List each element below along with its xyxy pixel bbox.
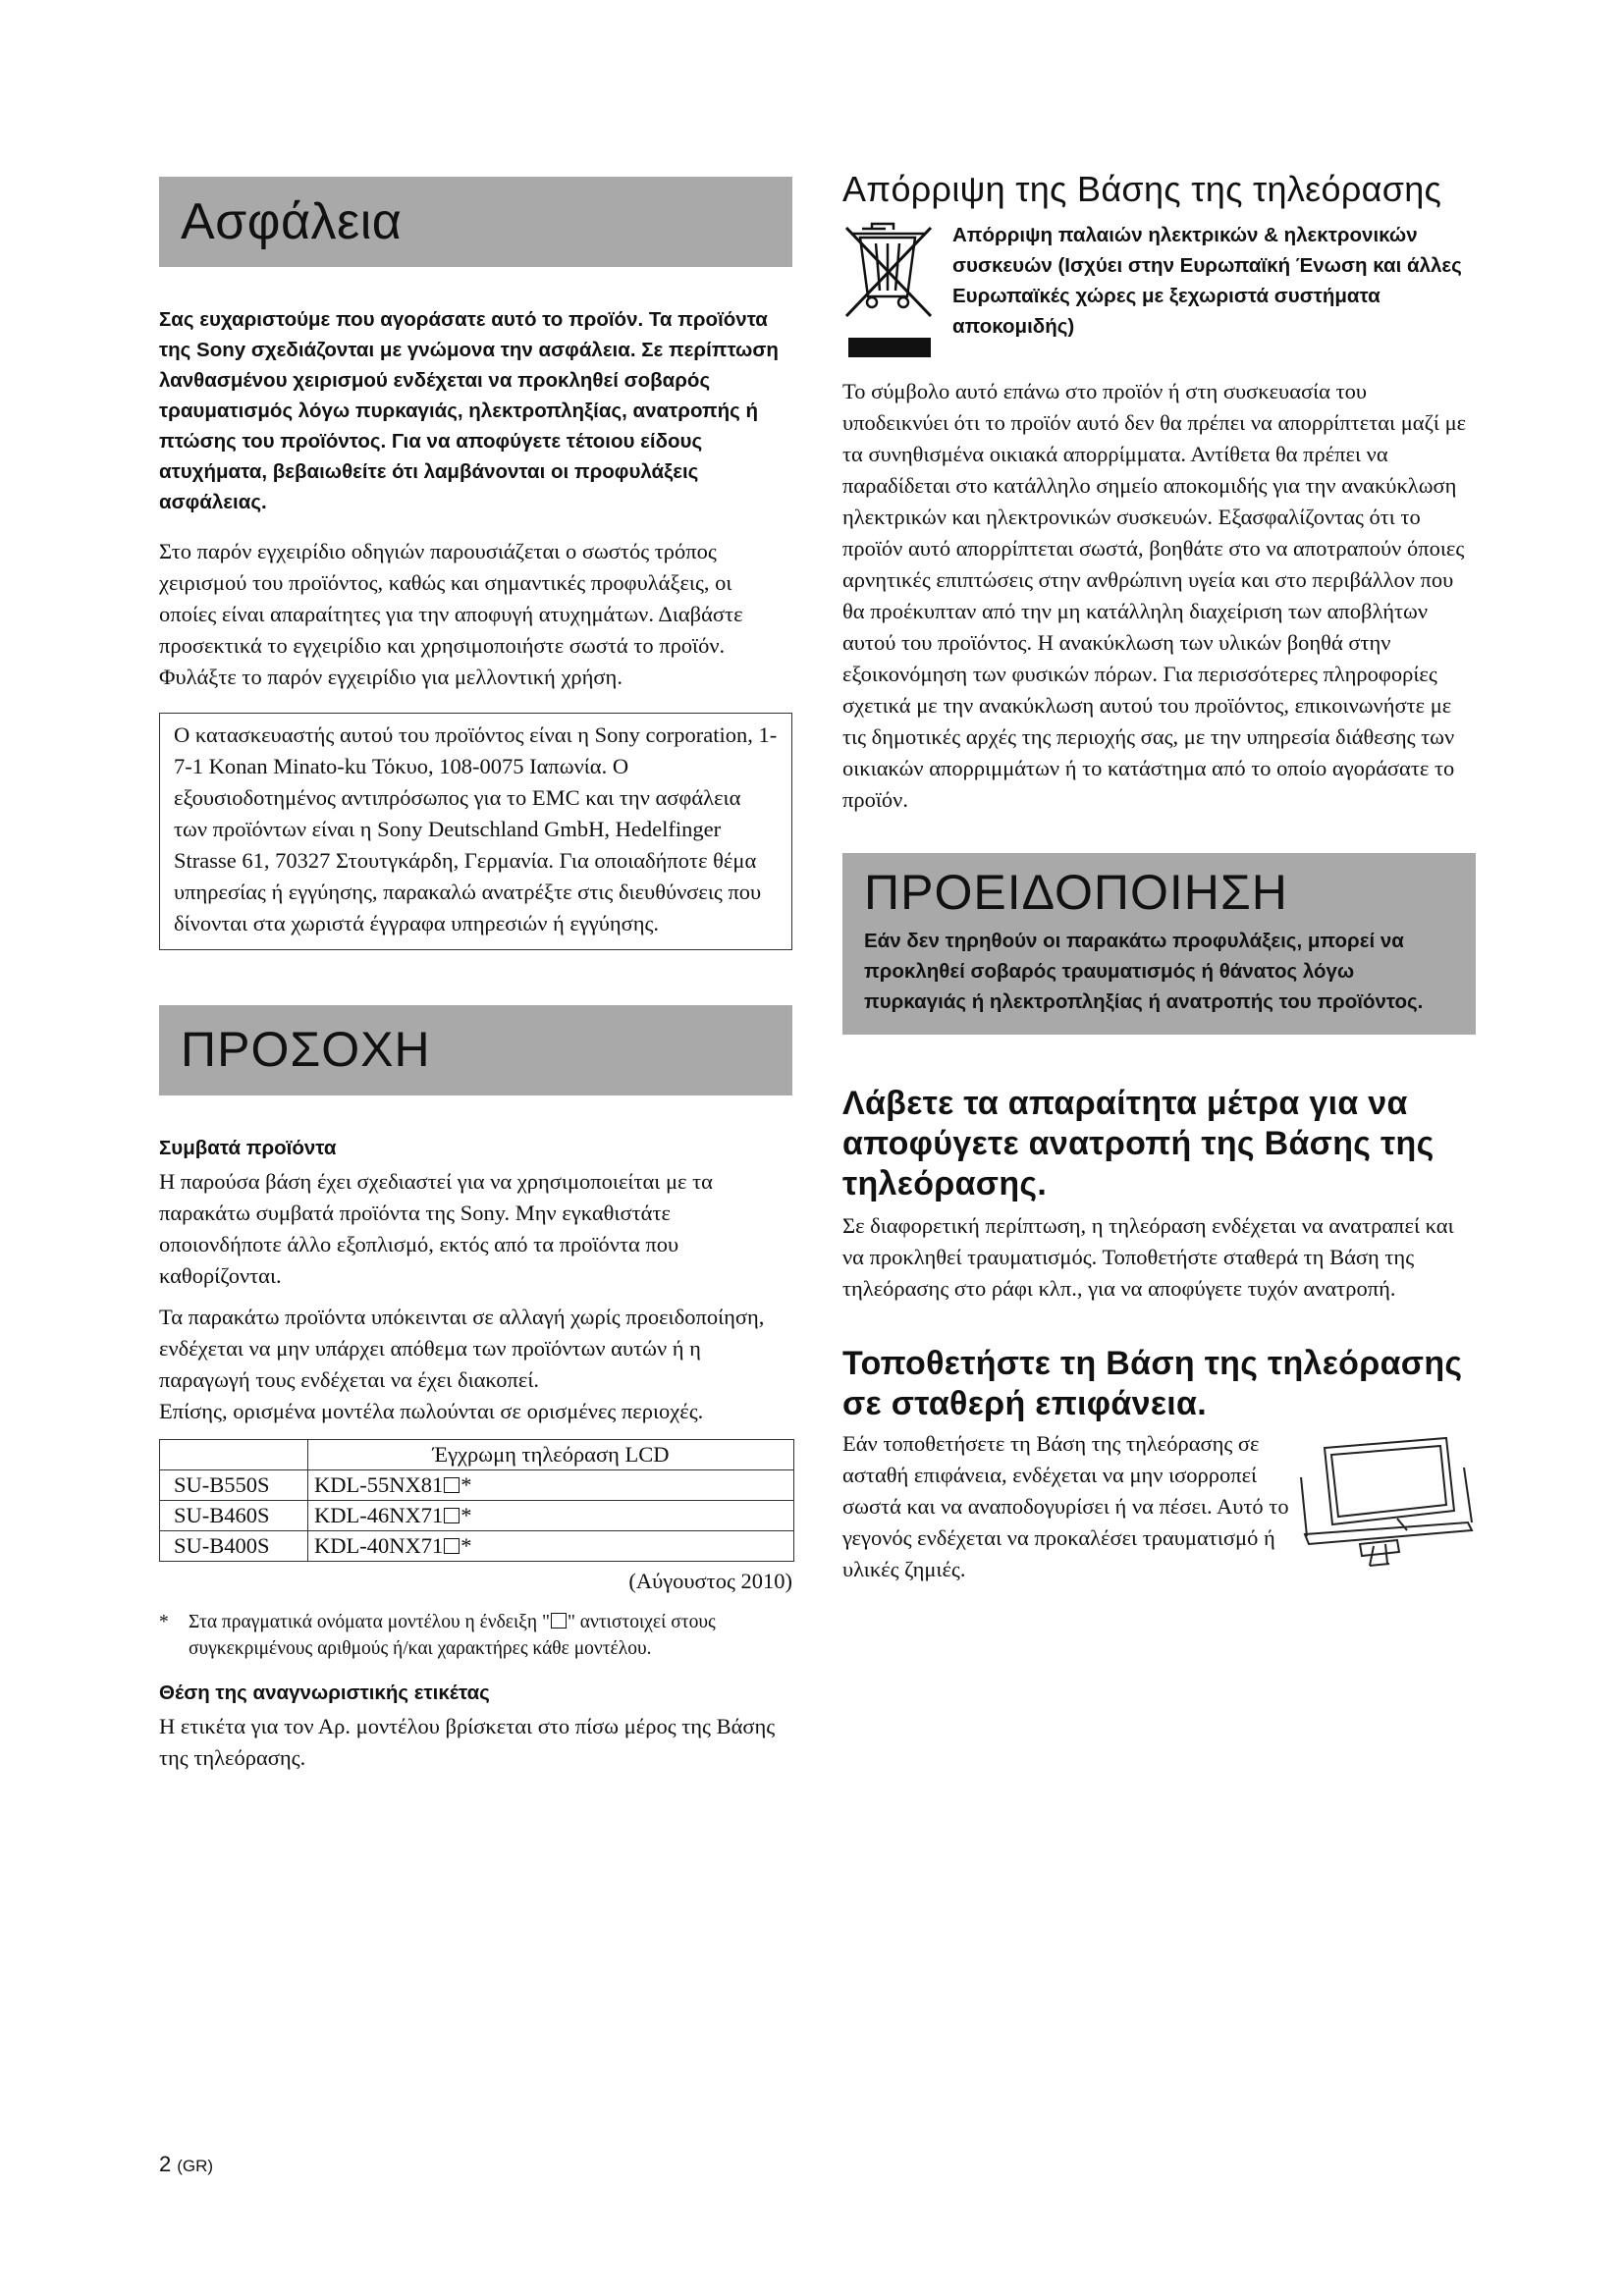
warning-banner xyxy=(842,853,1476,1035)
compatible-paragraph-2: Τα παρακάτω προϊόντα υπόκεινται σε αλλαγή χωρίς προειδοποίηση, ενδέχεται να μην υπάρχει απόθεμα των προϊόντων αυτών ή η παραγωγή τους ενδέχεται να έχει διακοπεί. xyxy=(159,1305,765,1392)
compatibility-table xyxy=(159,1439,794,1562)
weee-lead: Απόρριψη παλαιών ηλεκτρικών & ηλεκτρονικών συσκευών (Ισχύει στην Ευρωπαϊκή Ένωση και άλλες Ευρωπαϊκές χώρες με ξεχωριστά συστήματα αποκομιδής) xyxy=(952,224,1462,338)
safety-banner xyxy=(159,177,792,267)
placeholder-box-icon xyxy=(444,1508,460,1523)
label-heading: Θέση της αναγνωριστικής ετικέτας xyxy=(159,1682,490,1704)
caution-banner xyxy=(159,1005,792,1095)
table-header: Έγχρωμη τηλεόραση LCD xyxy=(308,1440,794,1470)
compatible-paragraph-1: Η παρούσα βάση έχει σχεδιαστεί για να χρησιμοποιείται με τα παρακάτω συμβατά προϊόντα της Sony. Μην εγκαθιστάτε οποιονδήποτε άλλο εξοπλισμό, εκτός από τα προϊόντα που καθορίζονται. xyxy=(159,1169,713,1288)
stable-row xyxy=(842,1428,1476,1585)
manufacturer-box xyxy=(159,713,792,950)
caution-title: ΠΡΟΣΟΧΗ xyxy=(181,1022,431,1077)
page-number: 2 (GR) xyxy=(159,2152,214,2176)
footnote xyxy=(159,1609,792,1662)
placeholder-box-icon xyxy=(444,1477,460,1493)
stand-model: SU-B550S xyxy=(160,1470,308,1501)
crossed-bin-icon xyxy=(842,220,935,370)
right-column xyxy=(842,169,1476,1585)
weee-block xyxy=(842,220,1476,370)
compatible-heading: Συμβατά προϊόντα xyxy=(159,1137,337,1159)
left-column xyxy=(159,177,792,1774)
disposal-title: Απόρριψη της Βάσης της τηλεόρασης xyxy=(842,169,1442,209)
disposal-body: Το σύμβολο αυτό επάνω στο προϊόν ή στη συσκευασία του υποδεικνύει ότι το προϊόν αυτό δεν θα πρέπει να απορρίπτεται μαζί με τα συνηθισμένα οικιακά απορρίμματα. Αντίθετα θα πρέπει να παραδίδεται στο κατάλληλο σημείο αποκομιδής για την ανακύκλωση ηλεκτρικών και ηλεκτρονικών συσκευών. Εξασφαλίζοντας ότι το προϊόν αυτό απορρίπτεται σωστά, βοηθάτε στο να αποτραπούν όποιες αρνητικές επιπτώσεις στην ανθρώπινη υγεία και στο περιβάλλον που θα προέκυπταν από την μη κατάλληλη διαχείριση των αποβλήτων αυτού του προϊόντος. Η ανακύκλωση των υλικών βοηθά στην εξοικονόμηση των φυσικών πόρων. Για περισσότερες πληροφορίες σχετικά με την ανακύκλωση αυτού του προϊόντος, επικοινωνήστε με τις δημοτικές αρχές της περιοχής σας, με την υπηρεσία διάθεσης των οικιακών απορριμμάτων ή το κατάστημα από το οποίο αγοράσατε το προϊόν. xyxy=(842,379,1467,812)
safety-body: Στο παρόν εγχειρίδιο οδηγιών παρουσιάζεται ο σωστός τρόπος χειρισμού του προϊόντος, καθώς και σημαντικές προφυλάξεις, οι οποίες είναι απαραίτητες για την αποφυγή ατυχημάτων. Διαβάστε προσεκτικά το εγχειρίδιο και χρησιμοποιήστε σωστά το προϊόν. Φυλάξτε το παρόν εγχειρίδιο για μελλοντική χρήση. xyxy=(159,539,743,689)
tv-model: KDL-40NX71 * xyxy=(308,1531,794,1562)
tipping-title: Λάβετε τα απαραίτητα μέτρα για να αποφύγετε ανατροπή της Βάσης της τηλεόρασης. xyxy=(842,1085,1435,1202)
table-row xyxy=(160,1501,794,1531)
compatible-paragraph-3: Επίσης, ορισμένα μοντέλα πωλούνται σε ορισμένες περιοχές. xyxy=(159,1399,704,1423)
stable-body: Εάν τοποθετήσετε τη Βάση της τηλεόρασης σε ασταθή επιφάνεια, ενδέχεται να μην ισορροπεί σωστά και να αναποδογυρίσει ή να πέσει. Αυτό το γεγονός ενδέχεται να προκαλέσει τραυματισμό ή υλικές ζημιές. xyxy=(842,1431,1289,1581)
table-header-row xyxy=(160,1440,794,1470)
stand-model: SU-B460S xyxy=(160,1501,308,1531)
table-header-empty xyxy=(160,1440,308,1470)
label-body: Η ετικέτα για τον Αρ. μοντέλου βρίσκεται στο πίσω μέρος της Βάσης της τηλεόρασης. xyxy=(159,1714,776,1770)
placeholder-box-icon xyxy=(551,1613,567,1629)
tv-model: KDL-46NX71 * xyxy=(308,1501,794,1531)
tv-on-shelf-illustration xyxy=(1299,1428,1476,1585)
safety-lead: Σας ευχαριστούμε που αγοράσατε αυτό το προϊόν. Τα προϊόντα της Sony σχεδιάζονται με γνώμονα την ασφάλεια. Σε περίπτωση λανθασμένου χειρισμού ενδέχεται να προκληθεί σοβαρός τραυματισμός λόγω πυρκαγιάς, ηλεκτροπληξίας, ανατροπής ή πτώσης του προϊόντος. Για να αποφύγετε τέτοιου είδους ατυχήματα, βεβαιωθείτε ότι λαμβάνονται οι προφυλάξεις ασφάλειας. xyxy=(159,308,779,513)
footnote-star: * xyxy=(159,1612,169,1632)
stand-model: SU-B400S xyxy=(160,1531,308,1562)
stable-title: Τοποθετήστε τη Βάση της τηλεόρασης σε σταθερή επιφάνεια. xyxy=(842,1345,1463,1422)
tv-model: KDL-55NX81 * xyxy=(308,1470,794,1501)
manufacturer-text: Ο κατασκευαστής αυτού του προϊόντος είναι η Sony corporation, 1-7-1 Konan Minato-ku Τόκυο, 108-0075 Ιαπωνία. Ο εξουσιοδοτημένος αντιπρόσωπος για το EMC και την ασφάλεια των προϊόντων είναι η Sony Deutschland GmbH, Hedelfinger Strasse 61, 70327 Στουτγκάρδη, Γερμανία. Για οποιαδήποτε θέμα υπηρεσίας ή εγγύησης, παρακαλώ ανατρέξτε στις διευθύνσεις που δίνονται στα χωριστά έγγραφα υπηρεσιών ή εγγύησης. xyxy=(174,722,778,935)
safety-title: Ασφάλεια xyxy=(181,193,403,250)
table-date: (Αύγουστος 2010) xyxy=(628,1569,792,1593)
warning-text: Εάν δεν τηρηθούν οι παρακάτω προφυλάξεις, μπορεί να προκληθεί σοβαρός τραυματισμός ή θάνατος λόγω πυρκαγιάς ή ηλεκτροπληξίας ή ανατροπής του προϊόντος. xyxy=(864,930,1424,1013)
placeholder-box-icon xyxy=(444,1538,460,1554)
warning-title: ΠΡΟΕΙΔΟΠΟΙΗΣΗ xyxy=(864,865,1288,920)
table-row xyxy=(160,1470,794,1501)
table-row xyxy=(160,1531,794,1562)
footnote-text: Στα πραγματικά ονόματα μοντέλου η ένδειξη " " αντιστοιχεί στους συγκεκριμένους αριθμούς ή/και χαρακτήρες κάθε μοντέλου. xyxy=(189,1612,716,1659)
tipping-body: Σε διαφορετική περίπτωση, η τηλεόραση ενδέχεται να ανατραπεί και να προκληθεί τραυματισμός. Τοποθετήστε σταθερά τη Βάση της τηλεόρασης στο ράφι κλπ., για να αποφύγετε τυχόν ανατροπή. xyxy=(842,1213,1454,1301)
